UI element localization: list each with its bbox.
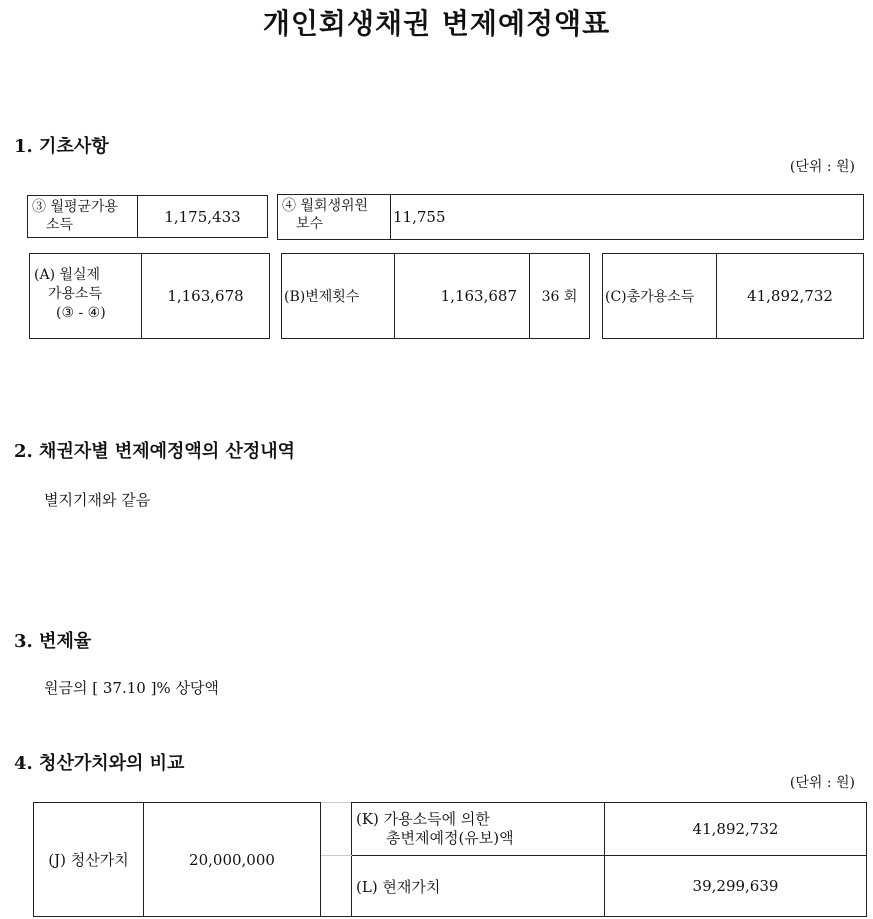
actual-income-value: 1,163,678 [141, 254, 269, 338]
section2-text: 별지기재와 같음 [44, 491, 151, 509]
section1-heading: 1. 기초사항 [14, 136, 109, 157]
monthly-avg-income-box [27, 195, 268, 238]
table-gap-top [321, 803, 352, 856]
section3-heading: 3. 변제율 [14, 631, 92, 652]
liquidation-value-label: (J) 청산가치 [34, 803, 144, 917]
page-title: 개인회생채권 변제예정액표 [262, 7, 611, 40]
planned-repayment-value: 41,892,732 [605, 803, 867, 856]
planned-repayment-label: (K) 가용소득에 의한 총변제예정(유보)액 [352, 803, 605, 856]
trustee-fee-box [277, 194, 864, 240]
total-income-value: 41,892,732 [716, 254, 863, 338]
total-income-label: (C)총가용소득 [605, 289, 695, 305]
repayment-amount-value: 1,163,687 [394, 254, 529, 338]
repayment-count-label: (B)변제횟수 [284, 289, 360, 305]
section1-unit: (단위 : 원) [789, 159, 855, 175]
trustee-fee-label: ④ 월회생위원 보수 [282, 198, 369, 232]
actual-income-box [29, 253, 270, 339]
liquidation-value: 20,000,000 [144, 803, 321, 917]
liquidation-comparison-table [33, 802, 867, 917]
present-value-label: (L) 현재가치 [352, 856, 605, 917]
repayment-count-box [281, 253, 590, 339]
trustee-fee-value: 11,755 [390, 195, 863, 239]
section4-unit: (단위 : 원) [789, 775, 855, 791]
monthly-avg-income-value: 1,175,433 [137, 196, 267, 237]
present-value: 39,299,639 [605, 856, 867, 917]
total-income-box [602, 253, 864, 339]
actual-income-label: (A) 월실제 가용소득 (③ - ④) [34, 267, 106, 321]
table-gap-bottom [321, 856, 352, 917]
section2-heading: 2. 채권자별 변제예정액의 산정내역 [14, 441, 296, 462]
monthly-avg-income-label: ③ 월평균가용 소득 [32, 199, 119, 233]
repayment-count-value: 36 회 [529, 254, 589, 338]
section3-text: 원금의 [ 37.10 ]% 상당액 [44, 679, 219, 697]
section4-heading: 4. 청산가치와의 비교 [14, 753, 185, 774]
